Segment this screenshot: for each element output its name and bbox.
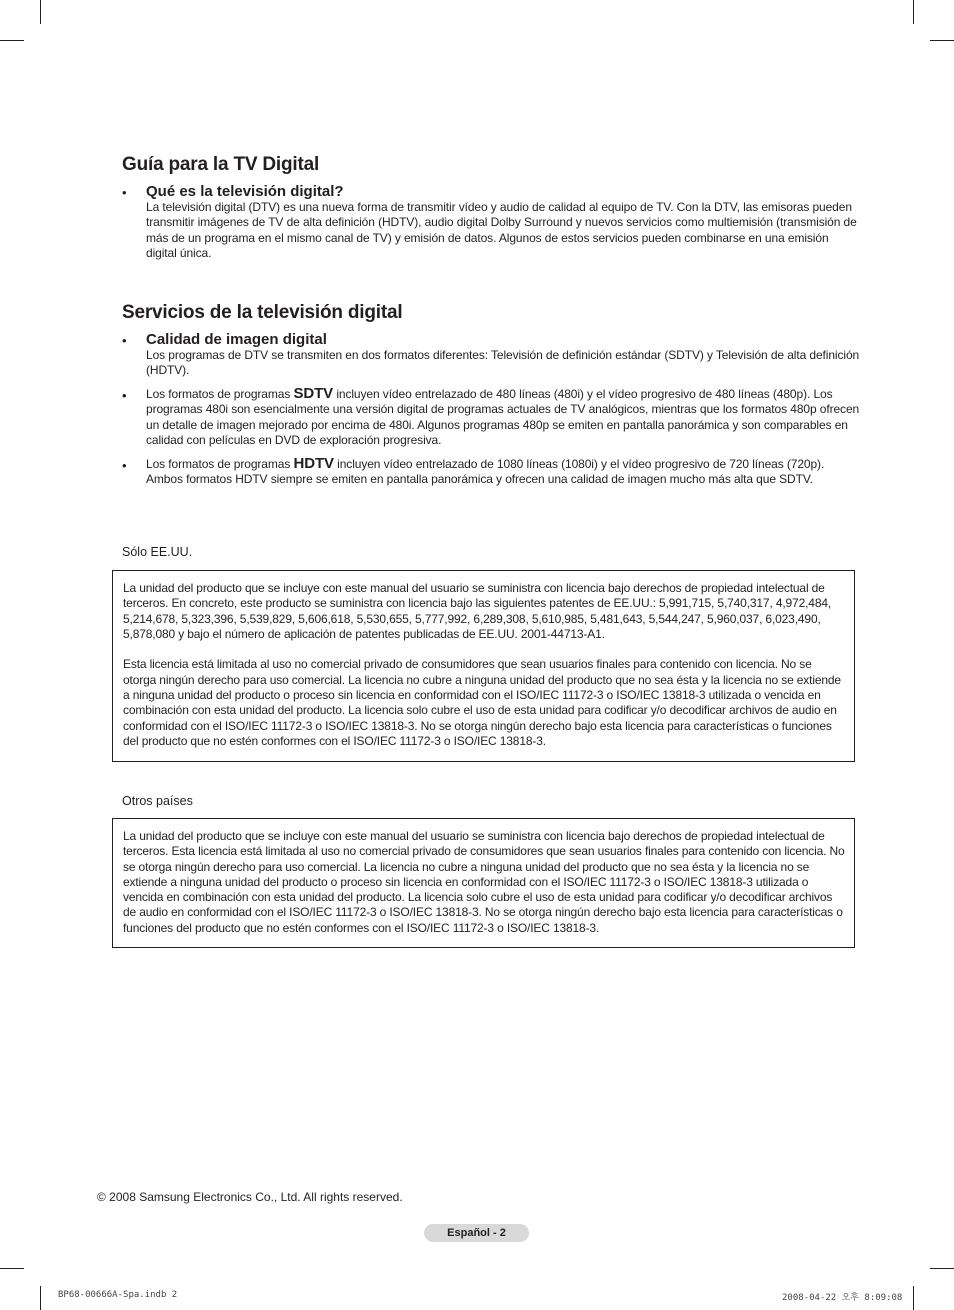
bullet-body	[146, 456, 862, 488]
crop-mark	[913, 1286, 914, 1310]
crop-mark	[40, 0, 41, 24]
bullet-heading: Qué es la televisión digital?	[146, 183, 344, 200]
bullet-body: Los programas de DTV se transmiten en dos formatos diferentes: Televisión de definición estándar (SDTV) y Televisión de alta definición (HDTV).	[146, 348, 860, 378]
print-timestamp: 2008-04-22 오후 8:09:08	[782, 1293, 903, 1303]
crop-mark	[913, 0, 914, 24]
bullet-icon: •	[122, 458, 127, 473]
crop-mark	[0, 1268, 24, 1269]
license-box-us	[112, 570, 855, 762]
license-box-other	[112, 818, 855, 948]
bullet-sdtv-formats	[122, 386, 862, 448]
bullet-rest: incluyen vídeo entrelazado de 480 líneas (480i) y el vídeo progresivo de 480 líneas (480p). Los programas 480i son esencialmente una versión digital de programas actuales de TV analógicos, mientras que los formatos 480p ofrecen un detalle de imagen mejorado por encima de 480i. Algunos programas 480p se emiten en pantalla panorámica y son comparables en calidad con películas en DVD de exploración progresiva.	[146, 387, 860, 447]
bullet-heading: Calidad de imagen digital	[146, 331, 327, 348]
page-number-badge: Español - 2	[424, 1224, 529, 1242]
sdtv-keyword: SDTV	[293, 385, 334, 402]
license-paragraph: La unidad del producto que se incluye con este manual del usuario se suministra con licencia bajo derechos de propiedad intelectual de terceros. En concreto, este producto se suministra con licencia bajo las siguientes patentes de EE.UU.: 5,991,715, 5,740,317, 4,972,484, 5,214,678, 5,323,396, 5,539,829, 5,606,618, 5,530,655, 5,777,992, 6,289,308, 5,610,985, 5,481,643, 5,544,247, 5,960,037, 6,023,490, 5,878,080 y bajo el número de aplicación de patentes publicadas de EE.UU. 2001-44713-A1.	[123, 581, 832, 641]
bullet-body	[146, 386, 862, 448]
file-info: BP68-00666A-Spa.indb 2	[58, 1290, 178, 1300]
section-title-digital-tv-services: Servicios de la televisión digital	[122, 302, 403, 323]
license-paragraph: La unidad del producto que se incluye con este manual del usuario se suministra con licencia bajo derechos de propiedad intelectual de terceros. Esta licencia está limitada al uso no comercial privado de consumidores que sean usuarios finales para contenido con licencia. No se otorga ningún derecho para uso comercial. La licencia no cubre a ninguna unidad del producto que no sea ésta y la licencia no se extiende a ninguna unidad del producto o proceso sin licencia en conformidad con el ISO/IEC 11172-3 o ISO/IEC 13818-3 utilizada o vencida en combinación con esta unidad del producto. La licencia solo cubre el uso de esta unidad para codificar y/o decodificar archivos de audio en conformidad con el ISO/IEC 11172-3 o ISO/IEC 13818-3. No se otorga ningún derecho bajo esta licencia para características o funciones del producto que no estén conformes con el ISO/IEC 11172-3 o ISO/IEC 13818-3.	[123, 829, 845, 935]
copyright-notice: © 2008 Samsung Electronics Co., Ltd. All rights reserved.	[97, 1190, 403, 1204]
bullet-body: La televisión digital (DTV) es una nueva forma de transmitir vídeo y audio de calidad al equipo de TV. Con la DTV, las emisoras pueden transmitir imágenes de TV de alta definición (HDTV), audio digital Dolby Surround y nuevos servicios como multiemisión (transmisión de más de un programa en el mismo canal de TV) y emisión de datos. Algunos de estos servicios pueden combinarse en una emisión digital única.	[146, 200, 857, 260]
crop-mark	[930, 1268, 954, 1269]
crop-mark	[930, 40, 954, 41]
bullet-icon: •	[122, 333, 127, 348]
section-title-digital-tv-guide: Guía para la TV Digital	[122, 154, 320, 175]
crop-mark	[0, 40, 24, 41]
license-paragraph: Esta licencia está limitada al uso no comercial privado de consumidores que sean usuarios finales para contenido con licencia. No se otorga ningún derecho para uso comercial. La licencia no cubre a ninguna unidad del producto que no sea ésta y la licencia no se extiende a ninguna unidad del producto o proceso sin licencia en conformidad con el ISO/IEC 11172-3 o ISO/IEC 13818-3 utilizada o vencida en combinación con esta unidad del producto. La licencia solo cubre el uso de esta unidad para codificar y/o decodificar archivos de audio en conformidad con el ISO/IEC 11172-3 o ISO/IEC 13818-3. No se otorga ningún derecho bajo esta licencia para características o funciones del producto que no estén conformes con el ISO/IEC 11172-3 o ISO/IEC 13818-3.	[123, 657, 841, 748]
bullet-icon: •	[122, 185, 127, 200]
bullet-hdtv-formats	[122, 456, 862, 488]
crop-mark	[40, 1286, 41, 1310]
bullet-prefix: Los formatos de programas	[146, 387, 291, 401]
bullet-digital-image-quality	[122, 331, 862, 379]
bullet-icon: •	[122, 388, 127, 403]
bullet-what-is-dtv	[122, 183, 862, 261]
hdtv-keyword: HDTV	[293, 455, 334, 472]
region-label-us: Sólo EE.UU.	[122, 545, 193, 559]
bullet-prefix: Los formatos de programas	[146, 457, 291, 471]
region-label-other: Otros países	[122, 794, 193, 808]
bullet-rest: incluyen vídeo entrelazado de 1080 líneas (1080i) y el vídeo progresivo de 720 líneas (720p). Ambos formatos HDTV siempre se emiten en pantalla panorámica y ofrecen una calidad de imagen mucho más alta que SDTV.	[146, 457, 825, 487]
